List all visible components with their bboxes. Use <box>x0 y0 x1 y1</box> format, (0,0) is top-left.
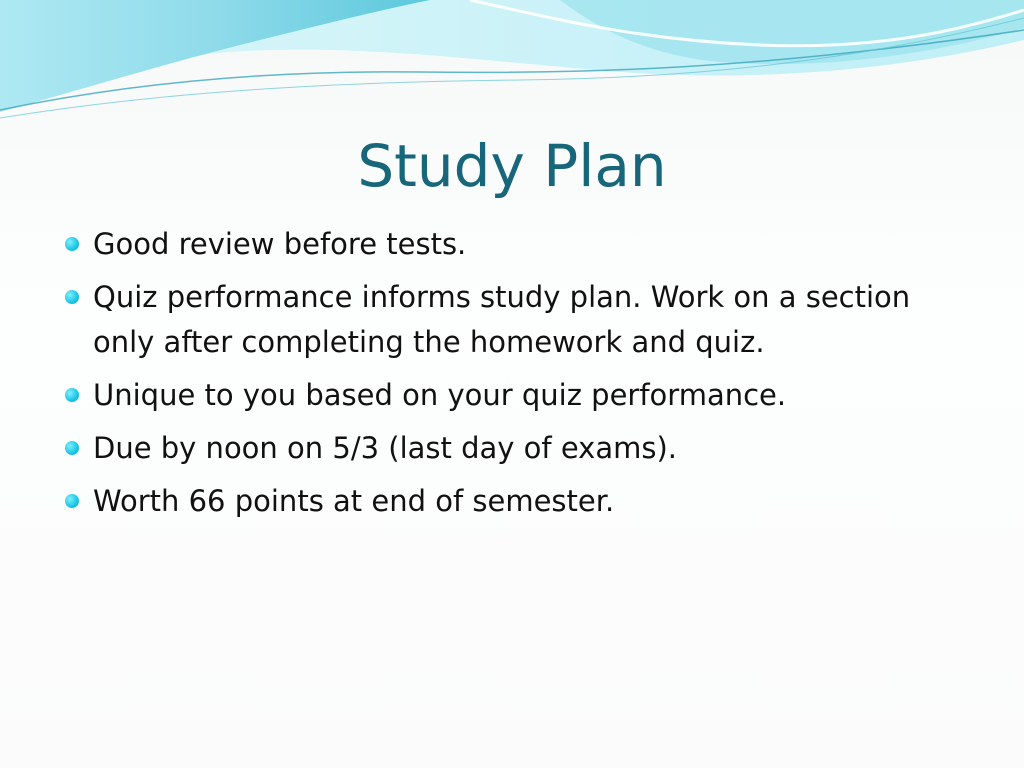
bullet-text: Unique to you based on your quiz performance. <box>93 378 787 412</box>
bullet-text: Due by noon on 5/3 (last day of exams). <box>93 431 677 465</box>
bullet-list <box>60 222 960 532</box>
bullet-dot-icon <box>65 290 79 304</box>
bullet-dot-icon <box>65 388 79 402</box>
list-item <box>60 275 960 365</box>
bullet-text: Worth 66 points at end of semester. <box>93 484 615 518</box>
bullet-dot-icon <box>65 494 79 508</box>
list-item <box>60 373 960 418</box>
bullet-dot-icon <box>65 441 79 455</box>
bullet-text: Good review before tests. <box>93 227 467 261</box>
bullet-dot-icon <box>65 237 79 251</box>
list-item <box>60 222 960 267</box>
decorative-wave <box>0 0 1024 130</box>
bullet-text: Quiz performance informs study plan. Work on a section only after completing the homework and quiz. <box>93 280 911 359</box>
list-item <box>60 426 960 471</box>
slide-title: Study Plan <box>357 132 667 200</box>
list-item <box>60 479 960 524</box>
